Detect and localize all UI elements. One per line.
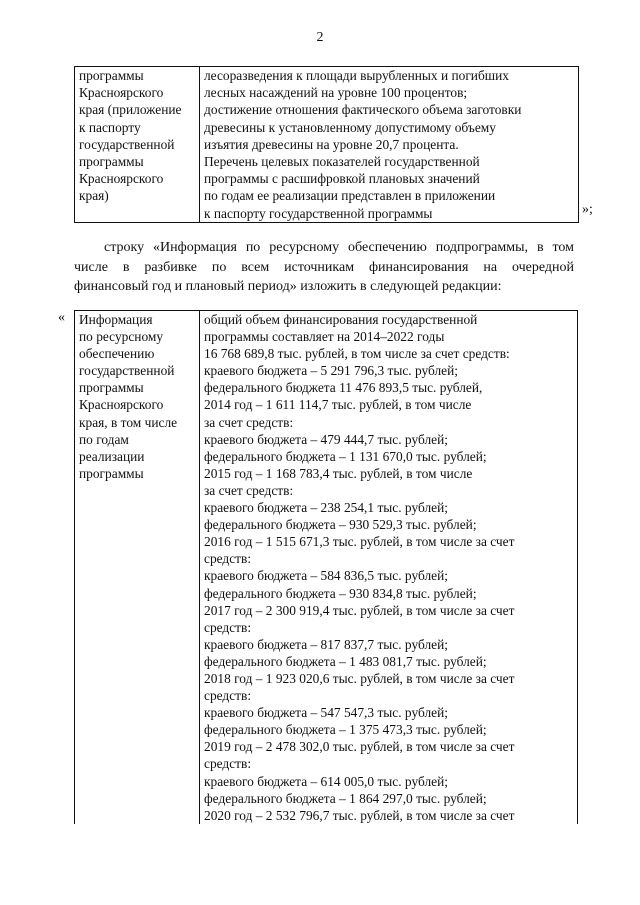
text-line: 2018 год – 1 923 020,6 тыс. рублей, в том числе за счет xyxy=(204,670,515,686)
table-row xyxy=(75,67,579,223)
paragraph-line: строку «Информация по ресурсному обеспечению подпрограммы, в том xyxy=(104,240,574,255)
opening-quote-mark: « xyxy=(58,310,65,325)
text-line: программы составляет на 2014–2022 годы xyxy=(204,329,445,345)
text-line: по годам ее реализации представлен в приложении xyxy=(204,188,496,204)
row-label-text xyxy=(79,311,195,482)
text-line: средств: xyxy=(204,619,252,635)
text-line: федерального бюджета – 1 483 081,7 тыс. рублей; xyxy=(204,653,487,669)
row-label-cell xyxy=(75,67,200,223)
text-line: 2016 год – 1 515 671,3 тыс. рублей, в том числе за счет xyxy=(204,534,515,550)
text-line: древесины к установленному допустимому объему xyxy=(204,119,496,135)
text-line: средств: xyxy=(204,551,252,567)
text-line: Красноярского xyxy=(79,171,164,187)
text-line: к паспорту xyxy=(79,119,141,135)
text-line: 2020 год – 2 532 796,7 тыс. рублей, в том числе за счет xyxy=(204,807,515,823)
text-line: за счет средств: xyxy=(204,414,294,430)
text-line: краевого бюджета – 547 547,3 тыс. рублей; xyxy=(204,705,448,721)
text-line: обеспечению xyxy=(79,346,155,362)
text-line: 2017 год – 2 300 919,4 тыс. рублей, в том числе за счет xyxy=(204,602,515,618)
text-line: краевого бюджета – 238 254,1 тыс. рублей; xyxy=(204,500,448,516)
text-line: края, в том числе xyxy=(79,414,178,430)
text-line: за счет средств: xyxy=(204,482,294,498)
row-value-text xyxy=(204,67,574,222)
text-line: федерального бюджета – 930 529,3 тыс. рублей; xyxy=(204,517,477,533)
text-line: программы xyxy=(79,154,144,170)
funding-info-table xyxy=(74,310,578,824)
text-line: программы xyxy=(79,68,144,83)
table-row xyxy=(75,311,578,824)
text-line: федерального бюджета – 930 834,8 тыс. рублей; xyxy=(204,585,477,601)
text-line: по годам xyxy=(79,431,129,447)
text-line: краевого бюджета – 5 291 796,3 тыс. рублей; xyxy=(204,363,459,379)
text-line: государственной xyxy=(79,136,175,152)
text-line: Информация xyxy=(79,312,153,327)
row-value-cell xyxy=(200,311,578,824)
text-line: государственной xyxy=(79,363,175,379)
passport-table-continuation xyxy=(74,66,579,223)
text-line: краевого бюджета – 614 005,0 тыс. рублей; xyxy=(204,773,448,789)
row-value-cell xyxy=(200,67,579,223)
text-line: краевого бюджета – 479 444,7 тыс. рублей; xyxy=(204,431,448,447)
text-line: лесоразведения к площади вырубленных и погибших xyxy=(204,68,509,83)
text-line: 2014 год – 1 611 114,7 тыс. рублей, в том числе xyxy=(204,397,472,413)
text-line: Красноярского xyxy=(79,85,164,101)
text-line: федерального бюджета – 1 131 670,0 тыс. рублей; xyxy=(204,448,487,464)
text-line: края (приложение xyxy=(79,102,182,118)
text-line: краевого бюджета – 817 837,7 тыс. рублей; xyxy=(204,636,448,652)
text-line: 2015 год – 1 168 783,4 тыс. рублей, в том числе xyxy=(204,465,473,481)
text-line: федерального бюджета – 1 375 473,3 тыс. рублей; xyxy=(204,722,487,738)
text-line: по ресурсному xyxy=(79,329,164,345)
text-line: к паспорту государственной программы xyxy=(204,205,433,221)
amendment-paragraph xyxy=(74,238,574,297)
row-value-text xyxy=(204,311,573,824)
text-line: лесных насаждений на уровне 100 процентов; xyxy=(204,85,468,101)
text-line: Красноярского xyxy=(79,397,164,413)
text-line: достижение отношения фактического объема заготовки xyxy=(204,102,522,118)
text-line: общий объем финансирования государственной xyxy=(204,312,478,327)
paragraph-line: финансовый год и плановый период» изложить в следующей редакции: xyxy=(74,279,502,294)
text-line: федерального бюджета – 1 864 297,0 тыс. рублей; xyxy=(204,790,487,806)
page-number: 2 xyxy=(316,30,324,45)
text-line: реализации xyxy=(79,448,145,464)
text-line: 2019 год – 2 478 302,0 тыс. рублей, в том числе за счет xyxy=(204,739,515,755)
text-line: края) xyxy=(79,188,109,204)
text-line: Перечень целевых показателей государственной xyxy=(204,154,480,170)
row-label-cell xyxy=(75,311,200,824)
text-line: средств: xyxy=(204,688,252,704)
text-line: программы xyxy=(79,465,144,481)
text-line: программы xyxy=(79,380,144,396)
text-line: средств: xyxy=(204,756,252,772)
text-line: 16 768 689,8 тыс. рублей, в том числе за счет средств: xyxy=(204,346,510,362)
row-label-text xyxy=(79,67,195,205)
text-line: федерального бюджета 11 476 893,5 тыс. рублей, xyxy=(204,380,483,396)
text-line: программы с расшифровкой плановых значений xyxy=(204,171,480,187)
text-line: изъятия древесины на уровне 20,7 процента. xyxy=(204,136,459,152)
closing-quote-mark: »; xyxy=(582,202,593,217)
text-line: краевого бюджета – 584 836,5 тыс. рублей; xyxy=(204,568,448,584)
paragraph-line: числе в разбивке по всем источникам финансирования на очередной xyxy=(74,259,574,275)
